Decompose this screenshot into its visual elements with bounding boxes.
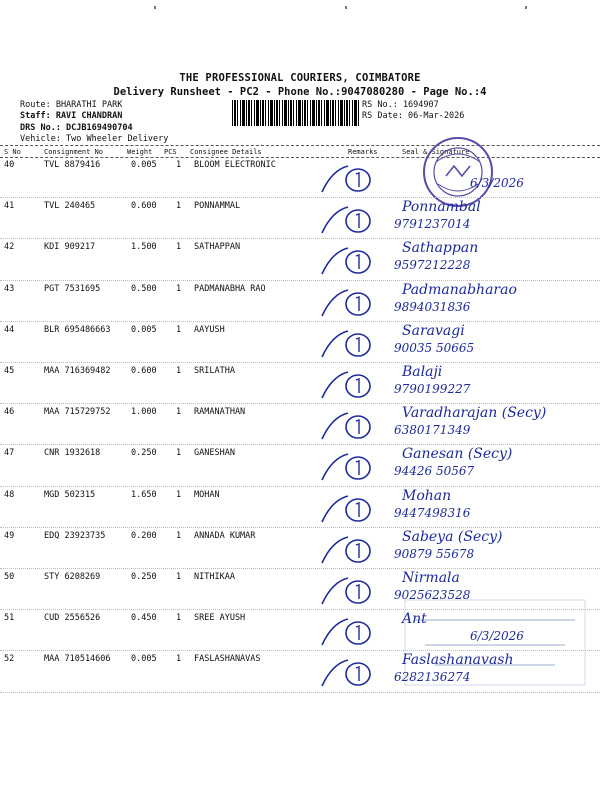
row-divider [0, 609, 600, 610]
signature-phone: 9791237014 [394, 217, 471, 232]
cell-sno: 43 [4, 283, 15, 294]
cell-pcs: 1 [176, 613, 182, 624]
staff-field: Staff: RAVI CHANDRAN [20, 111, 123, 121]
row-divider [0, 692, 600, 693]
cell-pcs: 1 [176, 448, 182, 459]
cell-sno: 41 [4, 201, 15, 212]
signature-text: Padmanabharao [402, 281, 517, 298]
cell-weight: 0.005 [131, 654, 157, 665]
cell-consignee: BLOOM ELECTRONIC [194, 160, 276, 170]
col-weight: Weight [127, 148, 153, 156]
cell-weight: 1.000 [131, 407, 157, 418]
cell-weight: 0.450 [131, 613, 157, 624]
signature-text: Ganesan (Secy) [402, 446, 513, 463]
row-divider [0, 362, 600, 363]
route-field: Route: BHARATHI PARK [20, 100, 123, 110]
cell-consignee: AAYUSH [194, 324, 225, 335]
cell-weight: 1.500 [131, 242, 157, 253]
signature-phone: 9790199227 [394, 382, 471, 396]
cell-sno: 47 [4, 448, 15, 459]
signature-text: Saravagi [402, 322, 465, 339]
cell-consignment-no: STY 6208269 [44, 572, 101, 582]
cell-consignee: SRILATHA [194, 366, 235, 376]
edge-mark [345, 6, 347, 9]
cell-pcs: 1 [176, 324, 182, 335]
edge-mark [525, 6, 527, 9]
rs-number: RS No.: 1694907 [362, 100, 439, 110]
signature-phone: 6282136274 [394, 670, 471, 685]
cell-consignment-no: MGD 502315 [44, 489, 96, 500]
header-rule [0, 145, 600, 146]
cell-pcs: 1 [176, 201, 182, 212]
page-subtitle: Delivery Runsheet - PC2 - Phone No.:9047080280 - Page No.:4 [113, 86, 487, 98]
col-remarks: Remarks [348, 148, 378, 156]
cell-weight: 0.005 [131, 324, 157, 335]
cell-sno: 40 [4, 160, 15, 170]
signature-phone: 94426 50567 [394, 464, 475, 479]
cell-consignment-no: CNR 1932618 [44, 448, 101, 459]
cell-consignee: NITHIKAA [194, 572, 235, 582]
signature-text: Mohan [402, 487, 452, 504]
remarks-mark-icon [318, 368, 398, 404]
cell-sno: 45 [4, 366, 15, 376]
cell-pcs: 1 [176, 530, 182, 541]
cell-consignment-no: TVL 8879416 [44, 160, 101, 170]
cell-pcs: 1 [176, 242, 182, 253]
remarks-mark-icon [318, 450, 398, 486]
remarks-mark-icon [318, 244, 398, 280]
row-divider [0, 280, 600, 281]
cell-consignee: RAMANATHAN [194, 407, 246, 418]
signature-text: Ant [402, 611, 427, 628]
signature-phone: 90879 55678 [394, 546, 475, 561]
cell-sno: 50 [4, 572, 15, 582]
cell-weight: 0.600 [131, 366, 157, 376]
cell-pcs: 1 [176, 489, 182, 500]
remarks-mark-icon [318, 327, 398, 363]
row-divider [0, 650, 600, 651]
col-consignment: Consignment No [44, 148, 104, 156]
page-title: THE PROFESSIONAL COURIERS, COIMBATORE [179, 72, 421, 84]
remarks-mark-icon [318, 574, 398, 610]
cell-consignee: MOHAN [194, 489, 220, 500]
cell-consignment-no: PGT 7531695 [44, 283, 101, 294]
rs-date: RS Date: 06-Mar-2026 [362, 111, 465, 121]
col-sno: S No [4, 148, 21, 156]
remarks-mark-icon [318, 492, 398, 528]
cell-pcs: 1 [176, 407, 182, 418]
vehicle-field: Vehicle: Two Wheeler Delivery [20, 134, 169, 144]
signature-phone: 9597212228 [394, 258, 471, 273]
edge-mark [154, 6, 156, 9]
remarks-mark-icon [318, 203, 398, 239]
cell-sno: 44 [4, 324, 15, 335]
cell-consignee: FASLASHANAVAS [194, 654, 261, 665]
cell-weight: 0.600 [131, 201, 157, 212]
signature-phone: 9447498316 [394, 505, 471, 520]
cell-sno: 51 [4, 613, 15, 624]
signature-phone: 9894031836 [394, 299, 471, 314]
cell-consignment-no: BLR 695486663 [44, 324, 111, 335]
cell-consignment-no: EDQ 23923735 [44, 530, 106, 541]
cell-consignee: SATHAPPAN [194, 242, 241, 253]
header-rule-bottom [0, 157, 600, 158]
cell-sno: 42 [4, 242, 15, 253]
cell-consignment-no: MAA 716369482 [44, 366, 111, 376]
signature-text: Nirmala [402, 570, 460, 586]
cell-weight: 0.250 [131, 572, 157, 582]
cell-pcs: 1 [176, 572, 182, 582]
row-divider [0, 321, 600, 322]
signature-phone: 9025623528 [394, 588, 471, 602]
signature-text: Sathappan [402, 240, 479, 257]
col-consignee: Consignee Details [190, 148, 262, 156]
col-seal: Seal & Signature [402, 148, 470, 156]
remarks-mark-icon [318, 533, 398, 569]
cell-weight: 0.200 [131, 530, 157, 541]
remarks-mark-icon [318, 656, 398, 692]
barcode [232, 100, 360, 126]
cell-sno: 52 [4, 654, 15, 665]
cell-sno: 46 [4, 407, 15, 418]
row-divider [0, 568, 600, 569]
signature-phone: 6380171349 [394, 423, 471, 438]
signature-text: Sabeya (Secy) [402, 528, 503, 545]
signature-phone: 6/3/2026 [470, 176, 524, 190]
cell-pcs: 1 [176, 654, 182, 665]
remarks-mark-icon [318, 162, 398, 198]
row-divider [0, 403, 600, 404]
signature-phone: 90035 50665 [394, 340, 475, 355]
cell-consignment-no: KDI 909217 [44, 242, 96, 253]
remarks-mark-icon [318, 286, 398, 322]
remarks-mark-icon [318, 409, 398, 445]
cell-pcs: 1 [176, 283, 182, 294]
cell-consignment-no: MAA 710514606 [44, 654, 111, 665]
remarks-mark-icon [318, 615, 398, 651]
cell-consignee: SREE AYUSH [194, 613, 246, 624]
col-pcs: PCS [164, 148, 177, 156]
drs-field: DRS No.: DCJB169490704 [20, 123, 133, 133]
cell-weight: 0.250 [131, 448, 157, 459]
signature-text: Balaji [402, 364, 443, 380]
row-divider [0, 197, 600, 198]
row-divider [0, 527, 600, 528]
cell-sno: 48 [4, 489, 15, 500]
row-divider [0, 486, 600, 487]
cell-consignee: PONNAMMAL [194, 201, 241, 212]
cell-pcs: 1 [176, 366, 182, 376]
cell-pcs: 1 [176, 160, 182, 170]
signature-text: Varadharajan (Secy) [402, 405, 547, 422]
cell-consignment-no: CUD 2556526 [44, 613, 101, 624]
cell-consignment-no: MAA 715729752 [44, 407, 111, 418]
cell-consignment-no: TVL 240465 [44, 201, 96, 212]
cell-sno: 49 [4, 530, 15, 541]
signature-phone: 6/3/2026 [470, 629, 524, 644]
cell-consignee: PADMANABHA RAO [194, 283, 266, 294]
cell-weight: 0.500 [131, 283, 157, 294]
cell-consignee: ANNADA KUMAR [194, 530, 256, 541]
signature-text: Ponnambal [402, 199, 481, 216]
cell-consignee: GANESHAN [194, 448, 235, 459]
row-divider [0, 444, 600, 445]
signature-text: Faslashanavash [402, 652, 514, 669]
cell-weight: 0.005 [131, 160, 157, 170]
row-divider [0, 238, 600, 239]
cell-weight: 1.650 [131, 489, 157, 500]
